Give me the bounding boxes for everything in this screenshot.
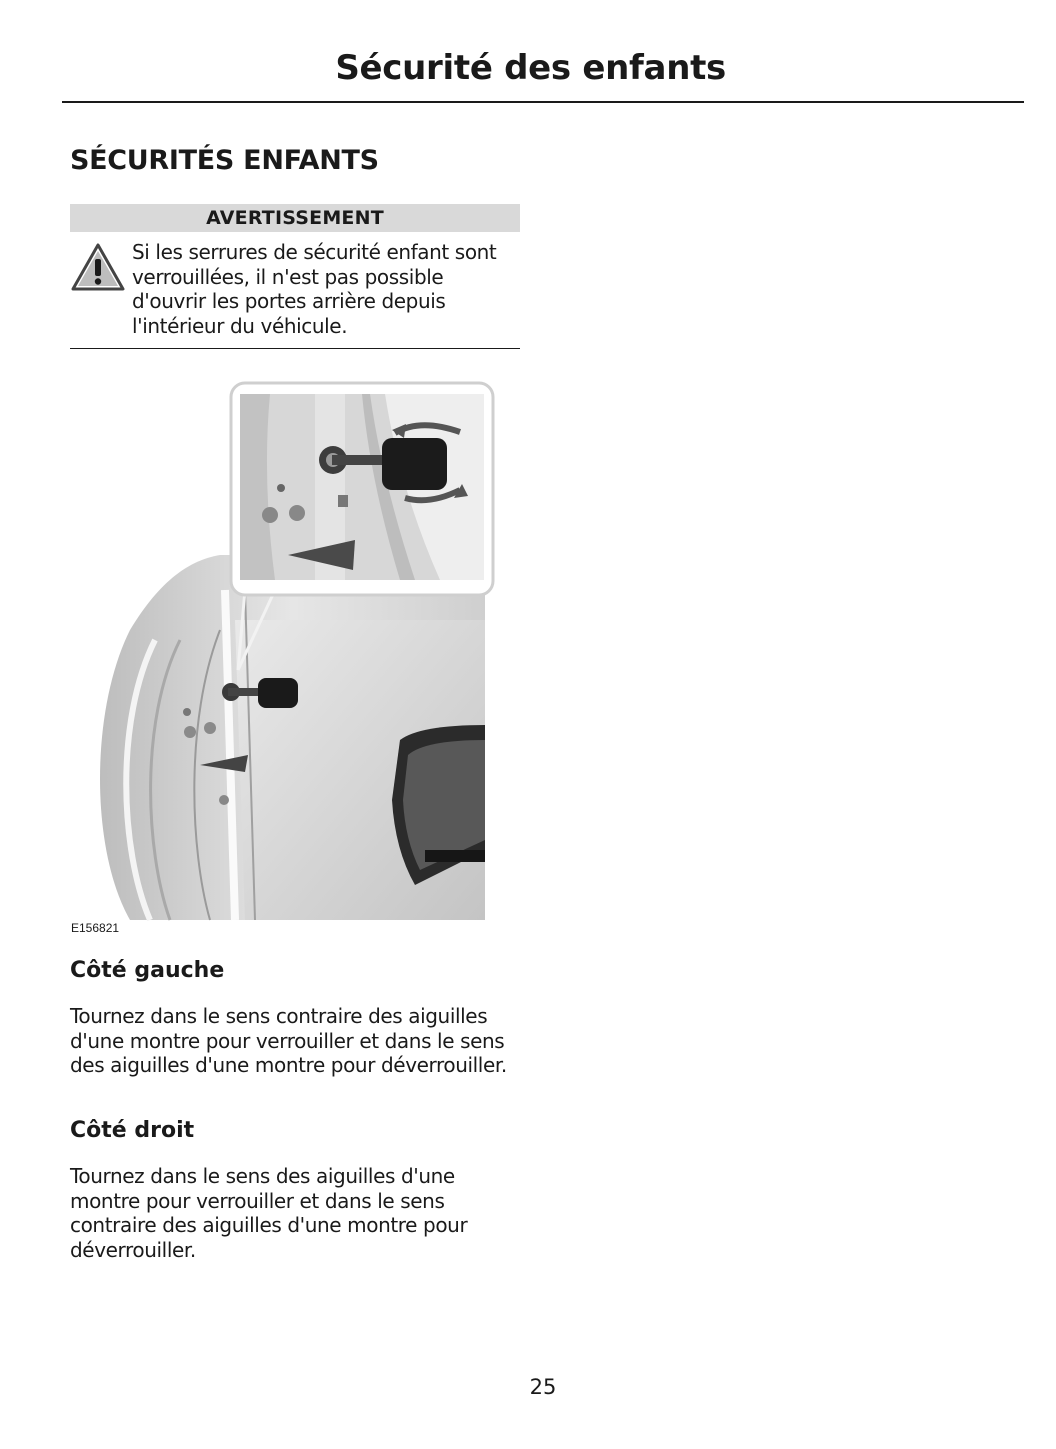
left-side-title: Côté gauche — [70, 958, 225, 983]
right-side-title: Côté droit — [70, 1118, 195, 1143]
warning-text: Si les serrures de sécurité enfant sont verrouillées, il n'est pas possible d'ouvrir les portes arrière depuis l'intérieur du véhicule. — [132, 240, 497, 338]
chapter-title: Sécurité des enfants — [335, 48, 726, 88]
child-lock-illustration — [70, 380, 500, 940]
right-side-text: Tournez dans le sens des aiguilles d'une montre pour verrouiller et dans le sens contraire des aiguilles d'une montre pour déverrouiller. — [70, 1164, 468, 1262]
warning-header: AVERTISSEMENT — [70, 204, 520, 232]
warning-box — [70, 240, 520, 349]
section-title: SÉCURITÉS ENFANTS — [70, 145, 379, 176]
left-side-text: Tournez dans le sens contraire des aiguilles d'une montre pour verrouiller et dans le sens des aiguilles d'une montre pour déverrouiller. — [70, 1004, 507, 1077]
page-header — [62, 44, 1024, 103]
figure-code: E156821 — [71, 921, 120, 935]
page-number: 25 — [529, 1375, 557, 1399]
